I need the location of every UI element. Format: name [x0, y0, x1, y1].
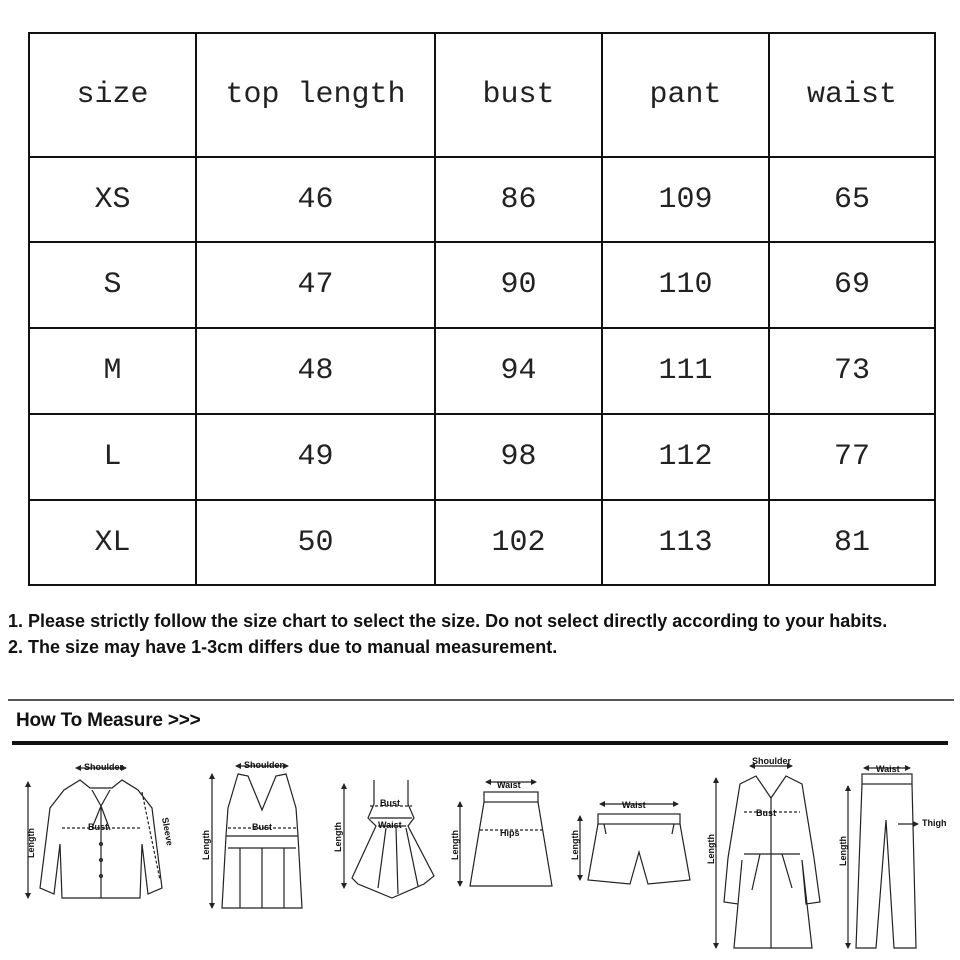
table-cell: 90 [435, 242, 602, 328]
table-cell: 69 [769, 242, 935, 328]
table-cell: 49 [196, 414, 435, 500]
trousers-icon [838, 764, 947, 948]
bust-label: Bust [88, 822, 108, 832]
table-cell: 65 [769, 157, 935, 242]
table-cell: 94 [435, 328, 602, 414]
note-text: 2. The size may have 1-3cm differs due to manual measurement. [8, 637, 558, 657]
header-cell: top length [196, 33, 435, 157]
header-cell: bust [435, 33, 602, 157]
table-row [29, 242, 935, 328]
waist-label: Waist [497, 780, 521, 790]
shorts-icon [570, 800, 690, 884]
size-notes [8, 608, 953, 660]
table-cell: 77 [769, 414, 935, 500]
table-row [29, 328, 935, 414]
table-cell: 81 [769, 500, 935, 585]
table-header-row [29, 33, 935, 157]
table-cell: 111 [602, 328, 769, 414]
table-cell: 50 [196, 500, 435, 585]
table-cell: 112 [602, 414, 769, 500]
header-cell: pant [602, 33, 769, 157]
table-cell: XS [29, 157, 196, 242]
measurement-figures [0, 748, 960, 960]
table-cell: 46 [196, 157, 435, 242]
how-to-measure-title: How To Measure >>> [16, 710, 201, 731]
bust-label: Bust [380, 798, 400, 808]
coat-icon [706, 756, 820, 948]
table-row [29, 157, 935, 242]
dress-icon [333, 780, 434, 898]
table-cell: 109 [602, 157, 769, 242]
length-label: Length [201, 830, 211, 860]
size-chart-table [28, 32, 936, 586]
waist-label: Waist [622, 800, 646, 810]
tank-top-icon [201, 760, 302, 908]
hips-label: Hips [500, 828, 520, 838]
length-label: Length [450, 830, 460, 860]
bust-label: Bust [252, 822, 272, 832]
table-cell: L [29, 414, 196, 500]
thigh-label: Thigh [922, 818, 947, 828]
table-cell: 47 [196, 242, 435, 328]
waist-label: Waist [378, 820, 402, 830]
table-cell: S [29, 242, 196, 328]
table-cell: 48 [196, 328, 435, 414]
length-label: Length [333, 822, 343, 852]
title-underline [12, 741, 948, 745]
note-text: 1. Please strictly follow the size chart to select the size. Do not select directly according to your habits. [8, 611, 888, 631]
skirt-icon [450, 780, 552, 886]
table-row [29, 414, 935, 500]
table-cell: 102 [435, 500, 602, 585]
table-cell: 110 [602, 242, 769, 328]
header-cell: waist [769, 33, 935, 157]
table-cell: XL [29, 500, 196, 585]
waist-label: Waist [876, 764, 900, 774]
header-cell: size [29, 33, 196, 157]
table-cell: M [29, 328, 196, 414]
table-cell: 98 [435, 414, 602, 500]
shoulder-label: Shoulder [752, 756, 792, 766]
shoulder-label: Shoulder [84, 762, 124, 772]
blouse-icon [26, 762, 175, 898]
length-label: Length [26, 828, 36, 858]
table-cell: 86 [435, 157, 602, 242]
table-cell: 113 [602, 500, 769, 585]
shoulder-label: Shoulder [244, 760, 284, 770]
divider [8, 699, 954, 701]
table-cell: 73 [769, 328, 935, 414]
bust-label: Bust [756, 808, 776, 818]
sleeve-label: Sleeve [160, 816, 175, 847]
length-label: Length [570, 830, 580, 860]
length-label: Length [706, 834, 716, 864]
length-label: Length [838, 836, 848, 866]
table-row [29, 500, 935, 585]
